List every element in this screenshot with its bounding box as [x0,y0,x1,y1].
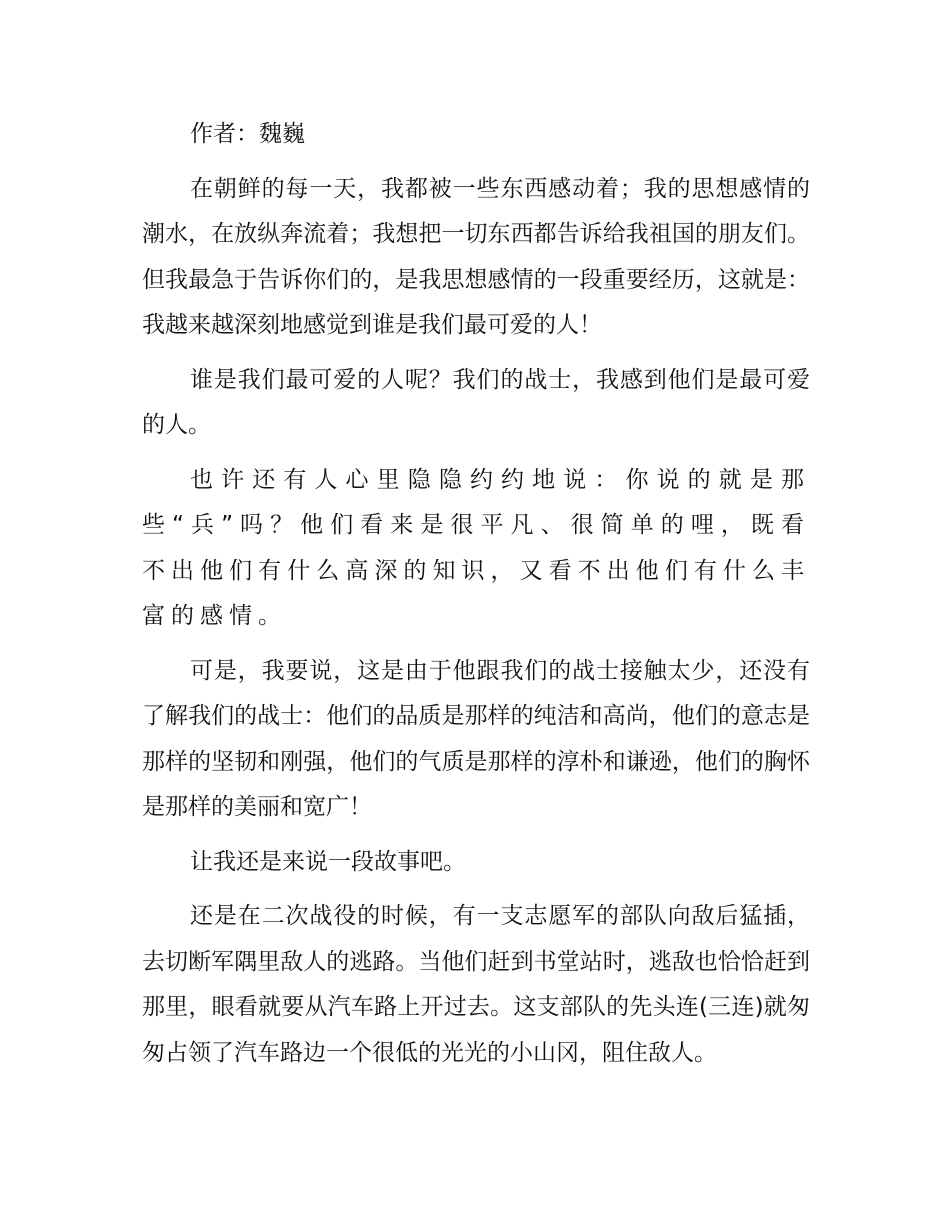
paragraph-5: 让我还是来说一段故事吧。 [190,848,466,875]
author-line: 作者：魏巍 [190,121,305,147]
paragraph-6: 还是在二次战役的时候，有一支志愿军的部队向敌后猛插，去切断军隅里敌人的逃路。当他们赶到书堂站时，逃敌也恰恰赶到那里，眼看就要从汽车路上开过去。这支部队的先头连(三连)就匆匆占领了汽车路边一个很低的光光的小山冈，阻住敌人。 [142,903,810,1066]
article-body [142,112,810,1085]
paragraph-2: 谁是我们最可爱的人呢？我们的战士，我感到他们是最可爱的人。 [142,366,810,438]
paragraph-3: 也许还有人心里隐隐约约地说：你说的就是那些“兵”吗？他们看来是很平凡、很简单的哩，既看不出他们有什么高深的知识，又看不出他们有什么丰富的感情。 [142,466,810,629]
paragraph-1: 在朝鲜的每一天，我都被一些东西感动着；我的思想感情的潮水，在放纵奔流着；我想把一切东西都告诉给我祖国的朋友们。但我最急于告诉你们的，是我思想感情的一段重要经历，这就是：我越来越深刻地感觉到谁是我们最可爱的人！ [142,175,810,338]
paragraph-4: 可是，我要说，这是由于他跟我们的战士接触太少，还没有了解我们的战士：他们的品质是那样的纯洁和高尚，他们的意志是那样的坚韧和刚强，他们的气质是那样的淳朴和谦逊，他们的胸怀是那样的美丽和宽广！ [142,657,810,820]
